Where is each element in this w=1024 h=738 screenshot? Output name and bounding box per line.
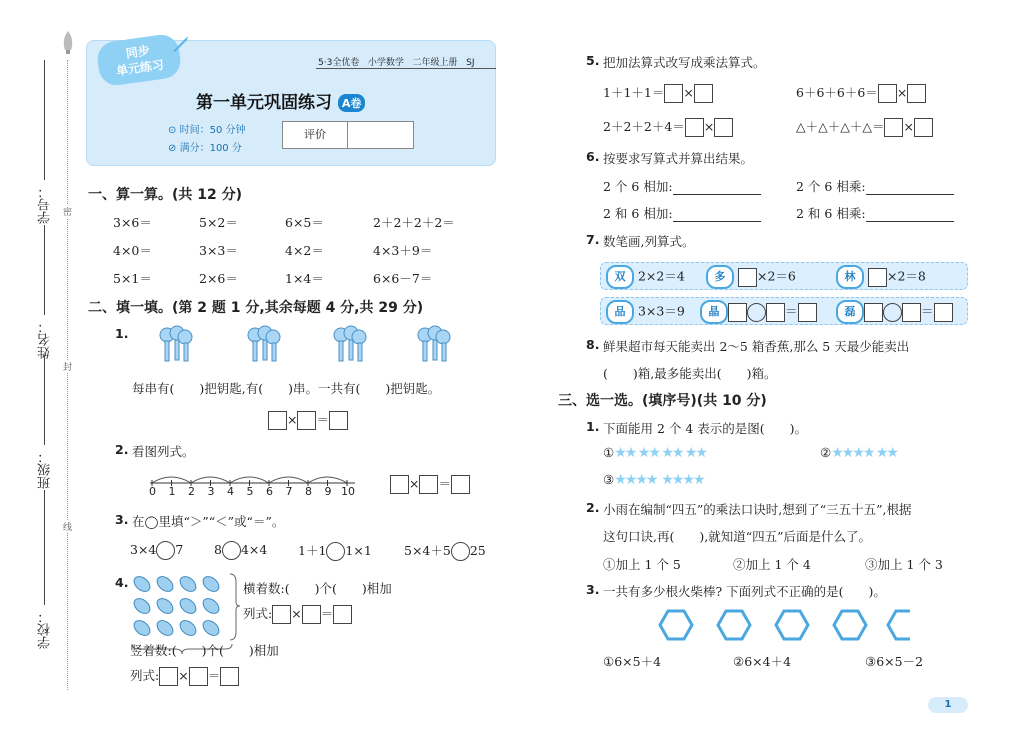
question-4-formula-2: 列式: × ＝ [130, 666, 239, 686]
answer-box[interactable] [390, 475, 409, 494]
compare-right: 25 [469, 543, 486, 558]
answer-line[interactable] [673, 180, 761, 195]
question-2-text: 看图列式。 [132, 444, 195, 459]
answer-box[interactable] [728, 303, 747, 322]
s3-question-3-number: 3. [586, 582, 600, 597]
char-badge: 晶 [700, 300, 728, 324]
numline-tick: 7 [285, 485, 293, 498]
question-2-number: 2. [115, 442, 129, 457]
number-label: 学号： [38, 185, 53, 224]
cut-mark-seal: 密 [63, 205, 72, 218]
name-label: 姓名： [38, 320, 53, 359]
question-6-item [796, 177, 954, 195]
numline-tick: 9 [324, 485, 332, 498]
numline-tick: 8 [305, 485, 312, 498]
rocket-badge-icon [170, 34, 190, 54]
s3-question-2-text-2: 这句口诀,再( ),就知道“四五”后面是什么了。 [603, 529, 871, 544]
calc-item[interactable]: 5×2＝ [199, 215, 238, 230]
compare-item [404, 541, 486, 561]
answer-line[interactable] [866, 180, 954, 195]
question-4-formula-1: 列式: × ＝ [243, 604, 352, 624]
q6-label: 2 和 6 相乘: [796, 206, 866, 221]
answer-box[interactable] [329, 411, 348, 430]
subject: 小学数学 [367, 58, 404, 68]
stroke-item [606, 265, 685, 289]
question-7-text: 数笔画,列算式。 [603, 234, 695, 249]
compare-right: 4×4 [240, 542, 268, 557]
q5-expression: 6＋6＋6＋6＝ [796, 85, 878, 100]
answer-box[interactable] [272, 605, 291, 624]
question-3-items [130, 541, 486, 561]
calc-item[interactable]: 6×5＝ [285, 215, 324, 230]
unit-badge: 同步 单元练习 [95, 33, 182, 88]
question-6-item [603, 177, 761, 195]
q6-label: 2 个 6 相加: [603, 179, 673, 194]
answer-box[interactable] [864, 303, 883, 322]
calc-grid [113, 213, 455, 297]
answer-box[interactable] [220, 667, 239, 686]
compare-left: 8 [214, 542, 222, 557]
char-badge: 林 [836, 265, 864, 289]
answer-box[interactable] [333, 605, 352, 624]
option-item[interactable]: ②加上 1 个 4 [733, 557, 811, 572]
edition: SJ [466, 58, 475, 68]
s3-question-3-options [603, 652, 923, 670]
key-icon-group [155, 325, 455, 365]
section-1-title: 一、算一算。(共 12 分) [88, 187, 243, 203]
matchstick-hexagons [652, 608, 922, 642]
star-group-icon: ★★★★ ★★ [831, 445, 897, 461]
answer-box[interactable] [714, 118, 733, 137]
formula-label: 列式: [130, 668, 160, 683]
question-1-text: 每串有( )把钥匙,有( )串。一共有( )把钥匙。 [132, 381, 441, 396]
question-8-text-1: 鲜果超市每天能卖出 2～5 箱香蕉,那么 5 天最少能卖出 [603, 339, 910, 354]
number-line [145, 465, 360, 505]
question-5-item: △＋△＋△＋△＝ × [796, 117, 933, 137]
evaluation-label: 评价 [283, 122, 348, 148]
compare-left: 1＋1 [298, 543, 327, 558]
stroke-formula: ×2＝6 [756, 268, 796, 284]
answer-box[interactable] [798, 303, 817, 322]
answer-line[interactable] [866, 207, 954, 222]
question-5-text: 把加法算式改写成乘法算式。 [603, 55, 766, 70]
compare-circle[interactable] [451, 542, 470, 561]
compare-item [298, 541, 404, 561]
school-label: 学校： [38, 610, 53, 649]
option-item[interactable]: ③6×5－2 [865, 654, 924, 669]
question-4-horizontal: 横着数:( )个( )相加 [243, 581, 392, 596]
operator-circle[interactable] [747, 303, 766, 322]
section-3-title: 三、选一选。(填序号)(共 10 分) [558, 393, 767, 409]
char-badge: 磊 [836, 300, 864, 324]
char-badge: 多 [706, 265, 734, 289]
check-icon: ⊘ [168, 143, 177, 154]
stroke-formula: ×2＝8 [886, 268, 926, 284]
option-marker: ③ [603, 472, 615, 487]
page-number [928, 697, 968, 713]
question-6-item [796, 204, 954, 222]
series-name: 5·3全优卷 [318, 58, 360, 68]
answer-box[interactable] [159, 667, 178, 686]
calc-item[interactable]: 3×3＝ [199, 243, 238, 258]
question-4-vertical: 竖着数:( )个( )相加 [130, 643, 279, 658]
answer-box[interactable] [868, 268, 887, 287]
compare-right: 1×1 [345, 543, 372, 558]
compare-left: 3×4 [130, 542, 157, 557]
calc-item[interactable]: 2×6＝ [199, 271, 238, 286]
answer-box[interactable] [268, 411, 287, 430]
option-item[interactable]: ②6×4＋4 [733, 654, 792, 669]
question-6-number: 6. [586, 149, 600, 164]
numline-tick: 0 [149, 485, 156, 498]
numline-tick: 3 [207, 485, 215, 498]
option-marker: ① [603, 445, 615, 460]
calc-item[interactable]: 4×0＝ [113, 243, 152, 258]
score-info [168, 139, 242, 154]
calc-item[interactable]: 3×6＝ [113, 215, 152, 230]
answer-box[interactable] [878, 84, 897, 103]
page-number-text: 1 [944, 699, 952, 710]
section-2-title: 二、填一填。(第 2 题 1 分,其余每题 4 分,共 29 分) [88, 300, 424, 316]
class-line-blank [44, 355, 45, 445]
compare-left: 5×4＋5 [404, 543, 451, 558]
answer-box[interactable] [419, 475, 438, 494]
answer-box[interactable] [297, 411, 316, 430]
numline-tick: 2 [188, 485, 195, 498]
stroke-formula: 2×2＝4 [637, 268, 685, 284]
question-3-number: 3. [115, 512, 129, 527]
cut-mark-close: 封 [63, 360, 72, 373]
name-line-blank [44, 225, 45, 315]
compare-circle[interactable] [222, 541, 241, 560]
s3-option-3[interactable] [603, 472, 704, 488]
answer-box[interactable] [189, 667, 208, 686]
q5-expression: 1＋1＋1＝ [603, 85, 665, 100]
question-5-item: 6＋6＋6＋6＝ × [796, 83, 926, 103]
stroke-item [606, 300, 685, 324]
option-marker: ② [820, 445, 832, 460]
q6-label: 2 和 6 相加: [603, 206, 673, 221]
answer-box[interactable] [884, 118, 903, 137]
question-6-text: 按要求写算式并算出结果。 [603, 151, 754, 166]
star-group-icon: ★★ ★★ ★★ ★★ [614, 445, 706, 461]
compare-item [130, 541, 214, 561]
calc-item[interactable]: 4×3＋9＝ [373, 243, 433, 258]
option-item[interactable]: ①加上 1 个 5 [603, 557, 681, 572]
question-1-number: 1. [115, 326, 129, 341]
question-5-number: 5. [586, 53, 600, 68]
question-1-formula: × ＝ [268, 410, 348, 430]
stroke-item [836, 265, 926, 289]
stroke-item: 晶 ＝ [700, 300, 817, 324]
cut-mark-line: 线 [63, 520, 72, 533]
s3-option-1[interactable] [603, 445, 706, 461]
question-4-number: 4. [115, 575, 129, 590]
numline-tick: 6 [266, 485, 273, 498]
question-8-number: 8. [586, 337, 600, 352]
answer-box[interactable] [685, 118, 704, 137]
page-title-text: 第一单元巩固练习 [196, 93, 332, 113]
s3-question-1-number: 1. [586, 419, 600, 434]
school-line-blank [44, 490, 45, 605]
s3-question-3-text: 一共有多少根火柴棒? 下面列式不正确的是( )。 [603, 584, 886, 599]
evaluation-box [282, 121, 414, 149]
numline-tick: 4 [227, 485, 234, 498]
key-bunch-images [155, 325, 455, 365]
stroke-item [706, 265, 796, 289]
question-7-number: 7. [586, 232, 600, 247]
page-title [196, 88, 365, 113]
question-5-item: 2＋2＋2＋4＝ × [603, 117, 733, 137]
answer-line[interactable] [673, 207, 761, 222]
question-3-text: 在◯里填“＞”“＜”或“＝”。 [132, 514, 285, 529]
s3-question-2-options [603, 555, 943, 573]
book-meta [318, 55, 475, 68]
title-tag: A卷 [338, 94, 366, 112]
question-2-formula: × ＝ [390, 474, 470, 494]
score-text: 满分：100 分 [179, 143, 242, 154]
answer-box[interactable] [914, 118, 933, 137]
question-8-text-2: ( )箱,最多能卖出( )箱。 [603, 366, 777, 381]
operator-circle[interactable] [883, 303, 902, 322]
answer-box[interactable] [738, 268, 757, 287]
time-text: 时间：50 分钟 [179, 125, 246, 136]
q5-expression: △＋△＋△＋△＝ [796, 119, 885, 134]
numline-tick: 1 [168, 485, 176, 498]
stroke-item: 磊 ＝ [836, 300, 953, 324]
s3-question-2-number: 2. [586, 500, 600, 515]
numline-tick: 10 [341, 485, 355, 498]
answer-box[interactable] [664, 84, 683, 103]
s3-option-2[interactable] [820, 445, 897, 461]
answer-box[interactable] [766, 303, 785, 322]
binding-dotted-line [67, 60, 68, 690]
calc-item[interactable]: 6×6－7＝ [373, 271, 433, 286]
question-5-item: 1＋1＋1＝ × [603, 83, 713, 103]
number-line-blank [44, 60, 45, 180]
s3-question-2-text-1: 小雨在编制“四五”的乘法口诀时,想到了“三五十五”,根据 [603, 502, 912, 517]
s3-question-1-text: 下面能用 2 个 4 表示的是图( )。 [603, 421, 808, 436]
time-info [168, 121, 245, 136]
stroke-formula: 3×3＝9 [637, 303, 685, 319]
answer-box[interactable] [451, 475, 470, 494]
calc-item[interactable]: 2＋2＋2＋2＝ [373, 215, 455, 230]
compare-item [214, 541, 298, 561]
formula-label: 列式: [243, 606, 273, 621]
clock-icon: ⊙ [168, 125, 177, 136]
q6-label: 2 个 6 相乘: [796, 179, 866, 194]
calc-item[interactable]: 1×4＝ [285, 271, 324, 286]
calc-item[interactable]: 4×2＝ [285, 243, 324, 258]
compare-right: 7 [175, 542, 184, 557]
answer-box[interactable] [907, 84, 926, 103]
meta-underline [316, 68, 496, 69]
option-item[interactable]: ①6×5＋4 [603, 654, 662, 669]
q5-expression: 2＋2＋2＋4＝ [603, 119, 685, 134]
rocket-icon [60, 30, 76, 56]
char-badge: 双 [606, 265, 634, 289]
numline-tick: 5 [246, 485, 254, 498]
answer-box[interactable] [694, 84, 713, 103]
star-group-icon: ★★★★ ★★★★ [614, 472, 704, 488]
compare-circle[interactable] [156, 541, 175, 560]
grade: 二年级上册 [412, 58, 458, 68]
question-6-item [603, 204, 761, 222]
option-item[interactable]: ③加上 1 个 3 [865, 557, 943, 572]
calc-item[interactable]: 5×1＝ [113, 271, 152, 286]
answer-box[interactable] [934, 303, 953, 322]
feather-grid-image [130, 572, 240, 642]
answer-box[interactable] [902, 303, 921, 322]
evaluation-field[interactable] [348, 122, 413, 148]
compare-circle[interactable] [326, 542, 345, 561]
answer-box[interactable] [302, 605, 321, 624]
class-label: 班级： [38, 450, 53, 489]
char-badge: 品 [606, 300, 634, 324]
